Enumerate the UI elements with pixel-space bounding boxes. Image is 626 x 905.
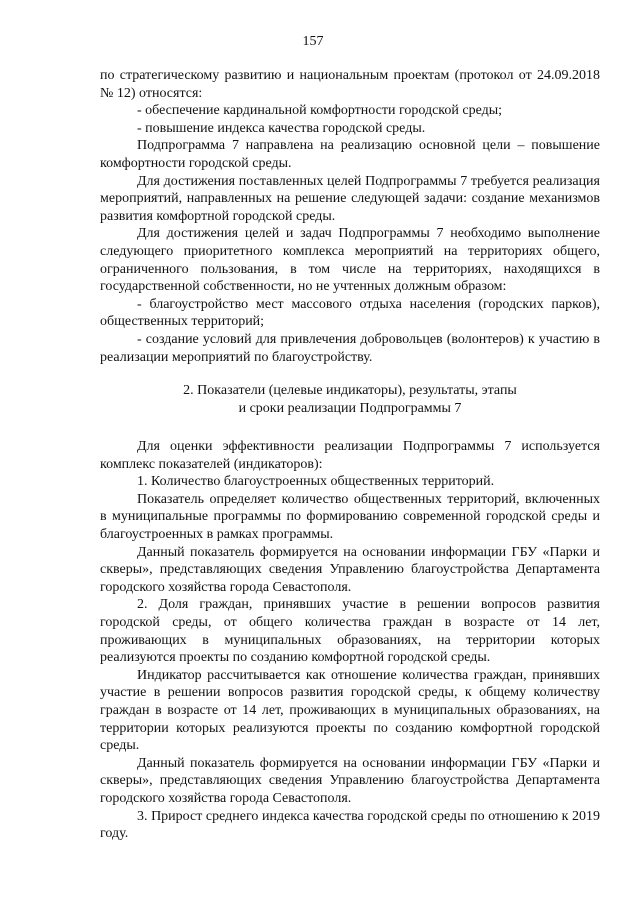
list-item-dash: - повышение индекса качества городской среды. xyxy=(137,120,426,136)
paragraph: Данный показатель формируется на основании информации ГБУ «Парки и скверы», представляющих сведения Управлению благоустройства Департамента городского хозяйства города Севастополя. xyxy=(100,544,600,595)
list-item-dash: - создание условий для привлечения добровольцев (волонтеров) к участию в реализации мероприятий по благоустройству. xyxy=(100,331,600,365)
paragraph: Для оценки эффективности реализации Подпрограммы 7 используется комплекс показателей (индикаторов): xyxy=(100,439,600,472)
numbered-item: 2. Доля граждан, принявших участие в решении вопросов развития городской среды, от общего количества граждан в возрасте от 14 лет, проживающих в муниципальных образованиях, на территории которых реализуются проекты по созданию комфортной городской среды. xyxy=(100,597,600,666)
document-body xyxy=(100,67,600,843)
list-item-dash: - благоустройство мест массового отдыха населения (городских парков), общественных территорий; xyxy=(100,296,600,330)
section-heading xyxy=(100,382,600,418)
paragraph: Показатель определяет количество общественных территорий, включенных в муниципальные программы по формированию современной городской среды и благоустроенных в рамках программы. xyxy=(100,491,600,543)
paragraph: Индикатор рассчитывается как отношение количества граждан, принявших участие в решении вопросов развития городской среды, к общему количеству граждан в возрасте от 14 лет, проживающих в муниципальных образованиях, на территории которых реализуются проекты по созданию комфортной городской среды. xyxy=(100,667,600,754)
numbered-item: 3. Прирост среднего индекса качества городской среды по отношению к 2019 году. xyxy=(100,808,600,842)
section-heading-line-2: и сроки реализации Подпрограммы 7 xyxy=(238,401,462,417)
paragraph: Данный показатель формируется на основании информации ГБУ «Парки и скверы», представляющих сведения Управлению благоустройства Департамента городского хозяйства города Севастополя. xyxy=(100,755,600,806)
section-heading-line-1: 2. Показатели (целевые индикаторы), результаты, этапы xyxy=(183,383,517,399)
paragraph-continuation: по стратегическому развитию и национальным проектам (протокол от 24.09.2018 № 12) относятся: xyxy=(100,68,600,101)
page-number: 157 xyxy=(302,34,324,49)
paragraph: Подпрограмма 7 направлена на реализацию основной цели – повышение комфортности городской среды. xyxy=(100,138,600,171)
paragraph: Для достижения целей и задач Подпрограммы 7 необходимо выполнение следующего приоритетного комплекса мероприятий на территориях общего, ограниченного пользования, в том числе на территориях, находящихся в государственной собственности, но не учтенных должным образом: xyxy=(100,226,600,295)
paragraph: Для достижения поставленных целей Подпрограммы 7 требуется реализация мероприятий, направленных на решение следующей задачи: создание механизмов развития комфортной городской среды. xyxy=(100,173,600,224)
list-item-dash: - обеспечение кардинальной комфортности городской среды; xyxy=(137,103,503,119)
numbered-item: 1. Количество благоустроенных общественных территорий. xyxy=(137,474,495,490)
